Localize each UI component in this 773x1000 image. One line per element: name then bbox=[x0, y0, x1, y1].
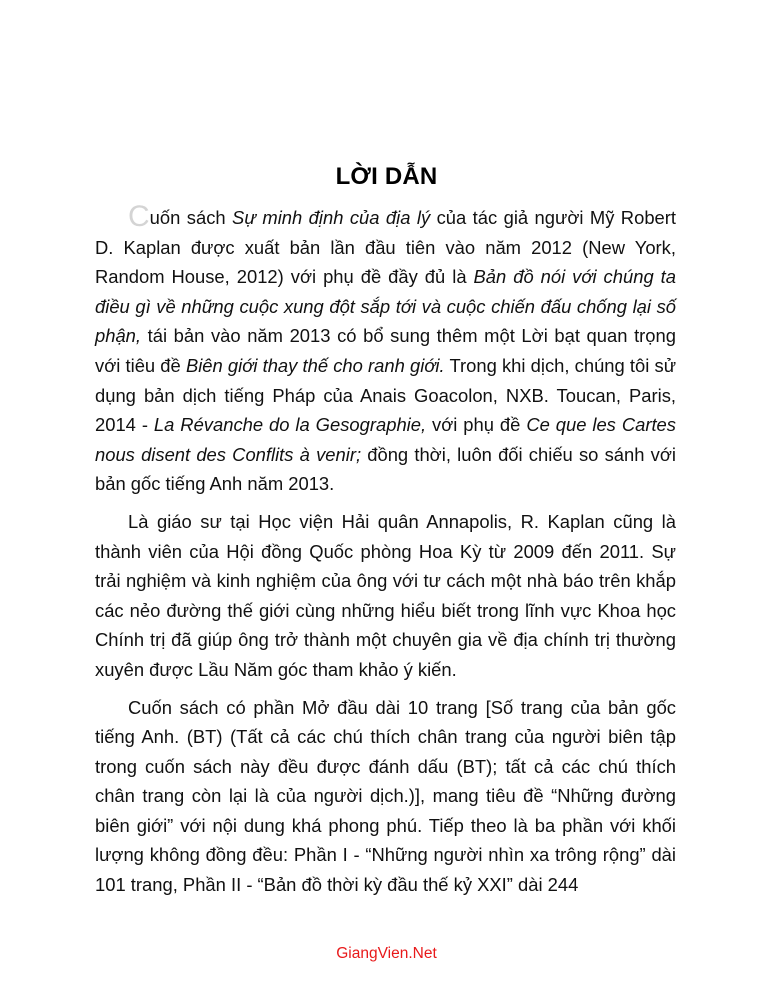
drop-cap-letter: C bbox=[128, 200, 150, 233]
book-title-fr: La Révanche do la Gesographie, bbox=[153, 414, 427, 436]
paragraph-intro bbox=[95, 200, 677, 499]
document-body bbox=[95, 200, 677, 900]
book-title-vi: Sự minh định của địa lý bbox=[232, 207, 431, 228]
text-segment: với phụ đề bbox=[426, 414, 527, 436]
text-segment: Trong khi dịch, chúng tôi sử dụng bản dịch tiếng Pháp của Anais Goacolon, NXB. Toucan, Paris, 2014 - bbox=[95, 354, 677, 436]
text-segment: tái bản vào năm 2013 có bổ sung thêm một Lời bạt quan trọng với tiêu đề bbox=[95, 325, 676, 376]
text-segment: uốn sách bbox=[149, 207, 233, 228]
afterword-title: Biên giới thay thế cho ranh giới. bbox=[185, 354, 445, 376]
text-segment: đồng thời, luôn đối chiếu so sánh với bản gốc tiếng Anh năm 2013. bbox=[95, 443, 676, 495]
book-subtitle-vi: Bản đồ nói với chúng ta điều gì về những cuộc xung đột sắp tới và cuộc chiến đấu chống lại số phận, bbox=[95, 266, 676, 347]
text-segment: Cuốn sách có phần Mở đầu dài 10 trang [Số trang của bản gốc tiếng Anh. (BT) (Tất cả các chú thích chân trang của người biên tập trong cuốn sách này đều được đánh dấu (BT); tất cả các chú thích chân trang còn lại là của người dịch.)], mang tiêu đề “Những đường biên giới” với nội dung khá phong phú. Tiếp theo là ba phần với khối lượng không đồng đều: Phần I - “Những người nhìn xa trông rộng” dài 101 trang, Phần II - “Bản đồ thời kỳ đầu thế kỷ XXI” dài 244 bbox=[95, 696, 676, 896]
page-title: LỜI DẪN bbox=[335, 163, 438, 191]
footer-watermark-link[interactable]: GiangVien.Net bbox=[336, 945, 437, 962]
paragraph-author-bio bbox=[95, 507, 676, 685]
text-segment: Là giáo sư tại Học viện Hải quân Annapolis, R. Kaplan cũng là thành viên của Hội đồng Quốc phòng Hoa Kỳ từ 2009 đến 2011. Sự trải nghiệm và kinh nghiệm của ông với tư cách một nhà báo trên khắp các nẻo đường thế giới cùng những hiểu biết trong lĩnh vực Khoa học Chính trị đã giúp ông trở thành một chuyên gia về địa chính trị thường xuyên được Lầu Năm góc tham khảo ý kiến. bbox=[95, 510, 676, 680]
book-subtitle-fr: Ce que les Cartes nous disent des Conflits à venir; bbox=[95, 414, 676, 465]
text-segment: của tác giả người Mỹ Robert D. Kaplan được xuất bản lần đầu tiên vào năm 2012 (New York, Random House, 2012) với phụ đề đầy đủ là bbox=[95, 207, 677, 288]
paragraph-book-structure bbox=[95, 693, 676, 900]
